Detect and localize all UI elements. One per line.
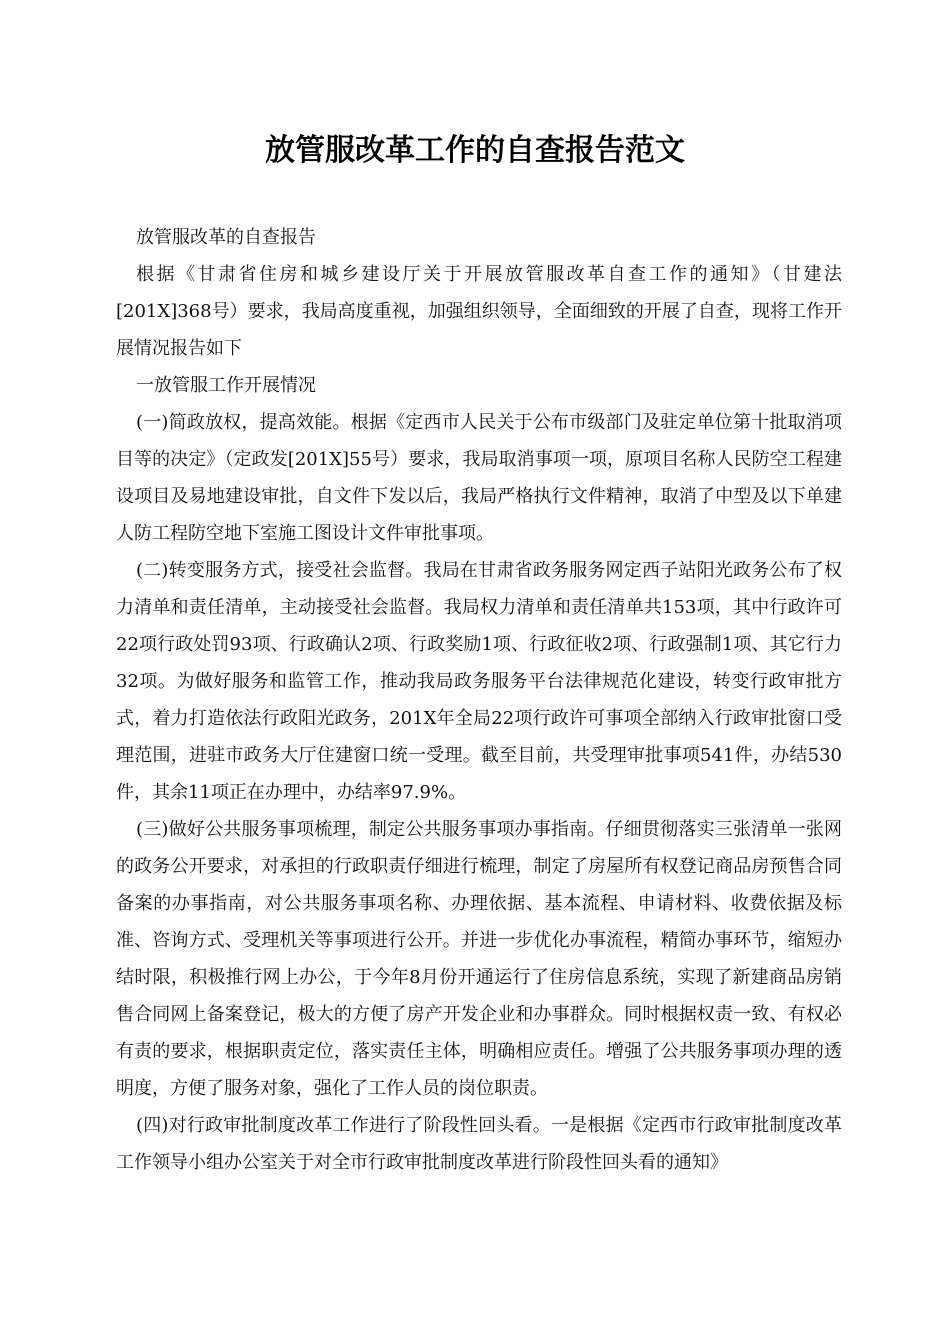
document-title: 放管服改革工作的自查报告范文	[265, 133, 685, 168]
paragraph-item-2: (二)转变服务方式，接受社会监督。我局在甘肃省政务服务网定西子站阳光政务公布了权力清单和责任清单，主动接受社会监督。我局权力清单和责任清单共153项，其中行政许可22项行政处罚93项、行政确认2项、行政奖励1项、行政征收2项、行政强制1项、其它行力32项。为做好服务和监管工作，推动我局政务服务平台法律规范化建设，转变行政审批方式，着力打造依法行政阳光政务，201X年全局22项行政许可事项全部纳入行政审批窗口受理范围，进驻市政务大厅住建窗口统一受理。截至目前，共受理审批事项541件，办结530件，其余11项正在办理中，办结率97.9%。	[116, 560, 842, 803]
paragraph-subtitle: 放管服改革的自查报告	[136, 227, 316, 248]
document-body	[116, 219, 842, 1181]
paragraph-item-1: (一)简政放权，提高效能。根据《定西市人民关于公布市级部门及驻定单位第十批取消项目等的决定》（定政发[201X]55号）要求，我局取消事项一项，原项目名称人民防空工程建设项目及易地建设审批，自文件下发以后，我局严格执行文件精神，取消了中型及以下单建人防工程防空地下室施工图设计文件审批事项。	[116, 412, 842, 544]
paragraph-intro: 根据《甘肃省住房和城乡建设厅关于开展放管服改革自查工作的通知》（甘建法[201X]368号）要求，我局高度重视，加强组织领导，全面细致的开展了自查，现将工作开展情况报告如下	[116, 264, 842, 359]
paragraph-item-4: (四)对行政审批制度改革工作进行了阶段性回头看。一是根据《定西市行政审批制度改革工作领导小组办公室关于对全市行政审批制度改革进行阶段性回头看的通知》	[116, 1115, 842, 1173]
paragraph-section-heading: 一放管服工作开展情况	[136, 375, 316, 396]
paragraph-item-3: (三)做好公共服务事项梳理，制定公共服务事项办事指南。仔细贯彻落实三张清单一张网的政务公开要求，对承担的行政职责仔细进行梳理，制定了房屋所有权登记商品房预售合同备案的办事指南，对公共服务事项名称、办理依据、基本流程、申请材料、收费依据及标准、咨询方式、受理机关等事项进行公开。并进一步优化办事流程，精简办事环节，缩短办结时限，积极推行网上办公，于今年8月份开通运行了住房信息系统，实现了新建商品房销售合同网上备案登记，极大的方便了房产开发企业和办事群众。同时根据权责一致、有权必有责的要求，根据职责定位，落实责任主体，明确相应责任。增强了公共服务事项办理的透明度，方便了服务对象，强化了工作人员的岗位职责。	[116, 819, 842, 1099]
